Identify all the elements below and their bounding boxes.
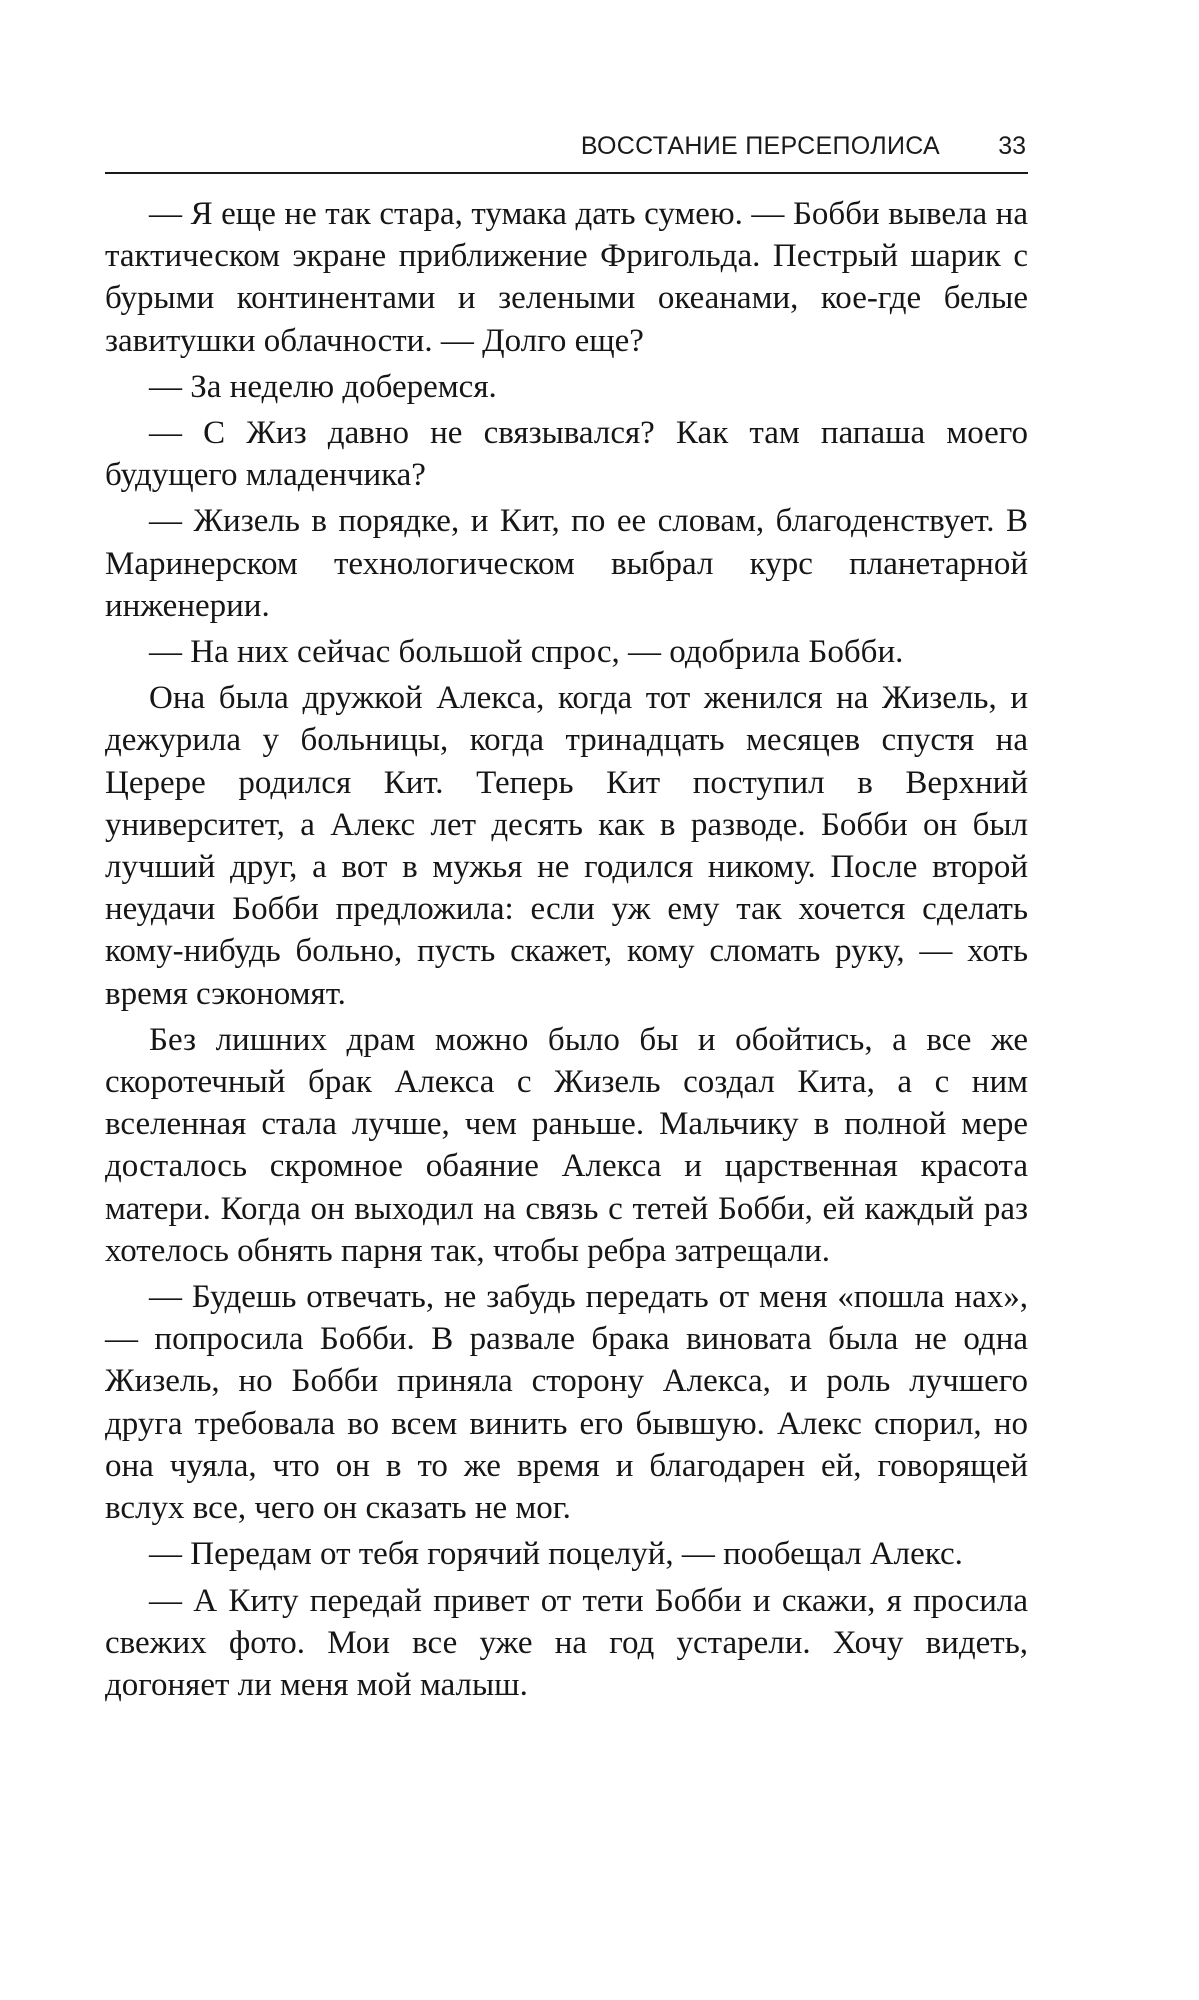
paragraph: — Передам от тебя горячий поцелуй, — пообещал Алекс. <box>149 1536 963 1573</box>
paragraph: — На них сейчас большой спрос, — одобрила Бобби. <box>149 634 904 671</box>
page-number: 33 <box>998 132 1026 160</box>
running-title: ВОССТАНИЕ ПЕРСЕПОЛИСА <box>580 132 940 160</box>
running-head <box>105 126 1028 174</box>
paragraph: — За неделю доберемся. <box>149 368 497 405</box>
paragraph: — С Жиз давно не связывался? Как там папаша моего будущего младенчика? <box>105 415 1028 494</box>
paragraph: — Жизель в порядке, и Кит, по ее словам, благоденствует. В Маринерском технологическом выбрал курс планетарной инженерии. <box>105 503 1028 624</box>
text-body <box>105 193 1028 1706</box>
paragraph: — Я еще не так стара, тумака дать сумею. — Бобби вывела на тактическом экране приближение Фригольда. Пестрый шарик с бурыми континентами и зелеными океанами, кое-где белые завитушки облачности. — Долго еще? <box>105 196 1028 359</box>
paragraph: — А Киту передай привет от тети Бобби и скажи, я просила свежих фото. Мои все уже на год устарели. Хочу видеть, догоняет ли меня мой малыш. <box>105 1582 1028 1703</box>
paragraph: — Будешь отвечать, не забудь передать от меня «пошла нах», — попросила Бобби. В развале брака виновата была не одна Жизель, но Бобби приняла сторону Алекса, и роль лучшего друга требовала во всем винить его бывшую. Алекс спорил, но она чуяла, что он в то же время и благодарен ей, говорящей вслух все, чего он сказать не мог. <box>105 1279 1028 1527</box>
paragraph: Она была дружкой Алекса, когда тот женился на Жизель, и дежурила у больницы, когда тринадцать месяцев спустя на Церере родился Кит. Теперь Кит поступил в Верхний университет, а Алекс лет десять как в разводе. Бобби он был лучший друг, а вот в мужья не годился никому. После второй неудачи Бобби предложила: если уж ему так хочется сделать кому-нибудь больно, пусть скажет, кому сломать руку, — хоть время сэкономят. <box>105 680 1028 1012</box>
paragraph: Без лишних драм можно было бы и обойтись, а все же скоротечный брак Алекса с Жизель создал Кита, а с ним вселенная стала лучше, чем раньше. Мальчику в полной мере досталось скромное обаяние Алекса и царственная красота матери. Когда он выходил на связь с тетей Бобби, ей каждый раз хотелось обнять парня так, чтобы ребра затрещали. <box>105 1021 1028 1269</box>
